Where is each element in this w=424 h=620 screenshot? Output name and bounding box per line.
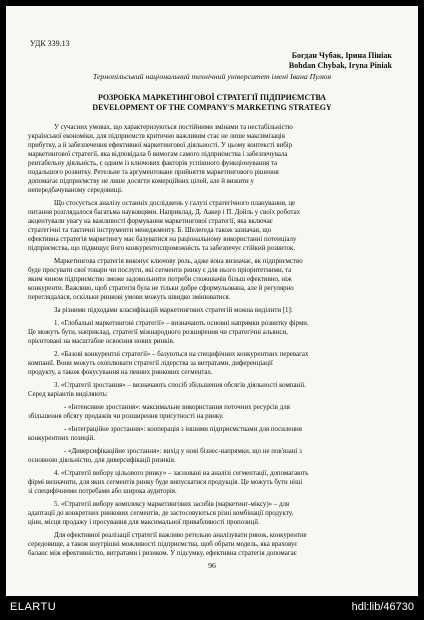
body-line: компанії. Вони можуть охоплювати стратегії лідерства за витратами, диференціації bbox=[28, 360, 273, 367]
body-line: збільшення обсягу продажів чи розширення присутності на ринку. bbox=[28, 413, 224, 420]
body-line: Що стосується аналізу останніх досліджень у галузі стратегічного планування, це bbox=[54, 200, 296, 207]
body-line: За різними підходами класифікацій маркетингових стратегій можна виділити [1]: bbox=[54, 307, 293, 314]
body-line: ціни, місця продажу і просування для максимальної привабливості пропозиції. bbox=[28, 519, 260, 526]
body-line: 1. «Глобальні маркетингові стратегії» – визначають основні напрямки розвитку фірми. bbox=[54, 320, 309, 327]
body-line: прибутку, а й забезпечення ефективної маркетингової діяльності. У цьому контексті вибір bbox=[28, 142, 293, 149]
paper-page bbox=[6, 6, 418, 596]
authors-ua: Богдан Чубак, Ірина Пініак bbox=[291, 51, 392, 60]
body-line: Для ефективної реалізації стратегії важливо ретельно аналізувати ринок, конкурентне bbox=[54, 532, 307, 539]
body-line: орієнтовані на масштабне освоєння нових ринків. bbox=[28, 338, 175, 345]
udk-code: УДК 339.13 bbox=[30, 39, 70, 48]
body-line: рентабельну діяльність, є одним із ключових факторів успішного функціонування та bbox=[28, 160, 278, 167]
body-line: продукту, а також фокусування на певних ринкових сегментах. bbox=[28, 369, 213, 376]
body-line: Це можуть бути, наприклад, стратегії міжнародного розширення чи стратегічні альянси, bbox=[28, 329, 288, 336]
body-line: фірмі визначити, для яких сегментів ринку буде випускатися продукція. Це можуть бути ніші bbox=[28, 479, 303, 486]
body-line: зі специфічними потребами або широка аудиторія. bbox=[28, 488, 177, 495]
body-line: - «Диверсифікаційне зростання»: вихід у нові бізнес-напрямки, що не пов'язані з bbox=[64, 448, 302, 455]
body-line: акцентували увагу на важливості формування маркетингової стратегії, яка включає bbox=[28, 218, 273, 225]
body-line: середовище, а також внутрішні можливості підприємства, щоб обрати модель, яка враховує bbox=[28, 541, 298, 548]
body-line: У сучасних умовах, що характеризуються постійними змінами та нестабільністю bbox=[54, 124, 293, 131]
body-line: Маркетингова стратегія виконує ключову роль, адже вона визначає, як підприємство bbox=[54, 258, 303, 265]
body-line: 5. «Стратегії вибору комплексу маркетингових засобів (маркетинг-міксу)» – для bbox=[54, 501, 290, 508]
body-line: буде просувати свої товари чи послуги, які сегменти ринку є для нього пріоритетними, та bbox=[28, 267, 292, 274]
title-ua: РОЗРОБКА МАРКЕТИНГОВОЇ СТРАТЕГІЇ ПІДПРИЄМСТВА bbox=[98, 93, 326, 102]
body-line: - «Інтенсивне зростання»: максимальне використання поточних ресурсів для bbox=[64, 404, 290, 411]
body-line: яким чином підприємство зможе задовольнити потреби споживачів більш ефективно, ніж bbox=[28, 276, 292, 283]
body-line: допомагає підприємству не лише досягти комерційних цілей, але й вижити у bbox=[28, 178, 254, 185]
body-line: адаптації до конкретних ринкових сегментів, де застосовуються різні комбінації продукту, bbox=[28, 510, 294, 517]
body-line: питання розглядалося багатьма науковцями. Наприклад, Д. Аакер і П. Дойль у своїх роботах bbox=[28, 209, 301, 216]
body-line: баланс між ефективністю, витратами і ризиком. У підсумку, ефективна стратегія допомагає bbox=[28, 550, 297, 557]
body-line: стратегічні та тактичні інструменти менеджменту. Б. Шелегеда також зазначав, що bbox=[28, 227, 272, 234]
body-line: основною діяльністю, для диверсифікації ризиків. bbox=[28, 457, 176, 464]
body-line: переглядалася, оскільки ринкові умови можуть швидко змінюватися. bbox=[28, 294, 231, 301]
repository-name: ELARTU bbox=[10, 601, 57, 613]
authors-en: Bohdan Chybak, Iryna Piniak bbox=[288, 61, 392, 70]
body-line: підприємства, що підвищує його конкурентоспроможність та забезпечує стійкий розвиток. bbox=[28, 245, 296, 252]
body-line: подальшого розвитку. Ретельне та аргументоване прийняття маркетингового рішення bbox=[28, 169, 279, 176]
body-line: ефективна стратегія маркетингу має базуватися на раціональному використанні потенціалу bbox=[28, 236, 297, 243]
body-line: української економіки, для підприємств критично важливим стає не лише максимізація bbox=[28, 133, 285, 140]
handle-id: hdl:lib/46730 bbox=[351, 601, 414, 613]
body-line: конкуренти. Важливо, щоб стратегія була не тільки добре сформульована, але й регулярно bbox=[28, 285, 294, 292]
body-line: 3. «Стратегії зростання» – визначають спосіб збільшення обсягів діяльності компанії. bbox=[54, 382, 306, 389]
affiliation: Тернопільський національний технічний університет імені Івана Пулюя bbox=[92, 72, 332, 81]
body-line: непередбачуваному середовищі. bbox=[28, 187, 123, 194]
body-line: 4. «Стратегії вибору цільового ринку» – засновані на аналізі сегментації, допомагають bbox=[54, 470, 309, 477]
body-line: маркетингової стратегії, яка відповідала б вимогам самого підприємства і забезпечувала bbox=[28, 151, 288, 158]
body-line: Серед варіантів виділяють: bbox=[28, 391, 108, 398]
title-en: DEVELOPMENT OF THE COMPANY'S MARKETING STRATEGY bbox=[92, 103, 332, 112]
body-line: конкурентних позицій. bbox=[28, 435, 96, 442]
body-line: - «Інтеграційне зростання»: кооперація з іншими підприємствами для посилення bbox=[64, 426, 302, 433]
page-number: 96 bbox=[208, 561, 216, 570]
archive-footer bbox=[0, 596, 424, 620]
body-line: 2. «Базові конкурентні стратегії» – базуються на специфічних конкурентних перевагах bbox=[54, 351, 309, 358]
